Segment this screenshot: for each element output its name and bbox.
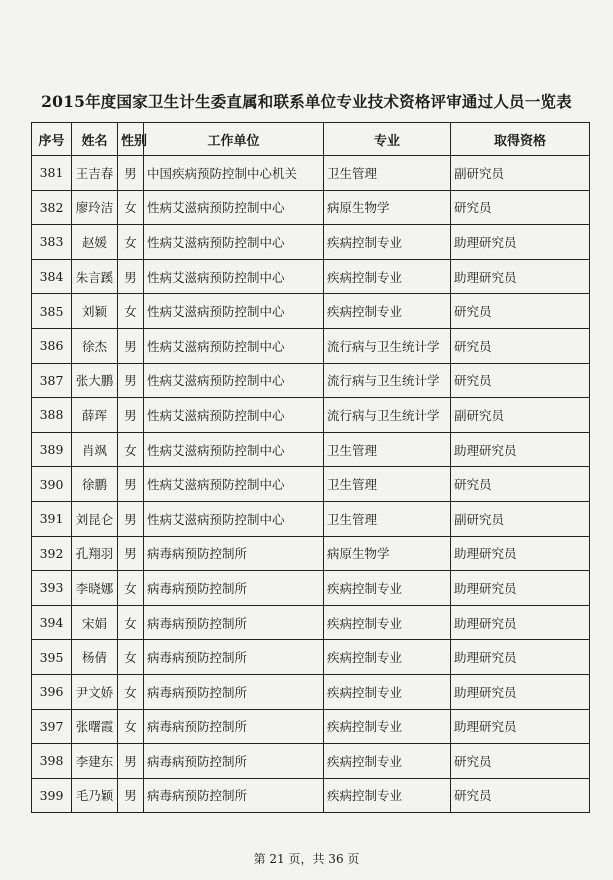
row-work-unit: 病毒病预防控制所 [144,709,324,744]
row-qualification: 研究员 [451,190,590,225]
row-qualification: 助理研究员 [451,605,590,640]
row-specialty: 疾病控制专业 [324,225,451,260]
row-gender: 男 [118,398,144,433]
row-name: 薛珲 [72,398,118,433]
row-gender: 男 [118,328,144,363]
row-work-unit: 性病艾滋病预防控制中心 [144,294,324,329]
table-row [32,328,590,363]
row-specialty: 病原生物学 [324,536,451,571]
page-footer: 第 21 页，共 36 页 [253,852,360,866]
row-name: 尹文娇 [72,674,118,709]
table-header-row [32,123,590,156]
table-row [32,709,590,744]
row-serial-number: 395 [32,640,72,675]
row-serial-number: 393 [32,571,72,606]
table-row [32,225,590,260]
personnel-table [31,122,590,813]
row-gender: 男 [118,501,144,536]
row-qualification: 研究员 [451,328,590,363]
header-name: 姓名 [72,123,118,156]
table-row [32,467,590,502]
row-work-unit: 病毒病预防控制所 [144,536,324,571]
row-qualification: 研究员 [451,467,590,502]
row-gender: 男 [118,536,144,571]
header-work-unit: 工作单位 [144,123,324,156]
row-specialty: 疾病控制专业 [324,778,451,813]
row-specialty: 流行病与卫生统计学 [324,328,451,363]
row-serial-number: 383 [32,225,72,260]
table-row [32,605,590,640]
row-name: 张曙霞 [72,709,118,744]
row-work-unit: 性病艾滋病预防控制中心 [144,432,324,467]
header-specialty: 专业 [324,123,451,156]
row-serial-number: 387 [32,363,72,398]
row-name: 肖飒 [72,432,118,467]
row-serial-number: 381 [32,156,72,191]
row-name: 杨倩 [72,640,118,675]
row-serial-number: 389 [32,432,72,467]
row-specialty: 疾病控制专业 [324,259,451,294]
row-gender: 女 [118,190,144,225]
table-row [32,156,590,191]
row-specialty: 疾病控制专业 [324,674,451,709]
row-work-unit: 中国疾病预防控制中心机关 [144,156,324,191]
row-work-unit: 病毒病预防控制所 [144,605,324,640]
row-work-unit: 性病艾滋病预防控制中心 [144,467,324,502]
row-qualification: 助理研究员 [451,225,590,260]
row-specialty: 疾病控制专业 [324,294,451,329]
row-name: 李晓娜 [72,571,118,606]
row-specialty: 卫生管理 [324,156,451,191]
row-work-unit: 病毒病预防控制所 [144,571,324,606]
table-row [32,363,590,398]
row-gender: 男 [118,156,144,191]
row-specialty: 疾病控制专业 [324,640,451,675]
row-work-unit: 病毒病预防控制所 [144,778,324,813]
row-name: 孔翔羽 [72,536,118,571]
row-gender: 女 [118,605,144,640]
row-serial-number: 391 [32,501,72,536]
row-work-unit: 性病艾滋病预防控制中心 [144,398,324,433]
row-name: 宋娟 [72,605,118,640]
table-row [32,536,590,571]
row-serial-number: 398 [32,744,72,779]
row-qualification: 助理研究员 [451,709,590,744]
row-qualification: 助理研究员 [451,259,590,294]
row-qualification: 助理研究员 [451,432,590,467]
row-name: 刘颖 [72,294,118,329]
table-row [32,259,590,294]
row-name: 张大鹏 [72,363,118,398]
row-qualification: 研究员 [451,744,590,779]
table-row [32,294,590,329]
row-specialty: 卫生管理 [324,501,451,536]
table-body [32,156,590,813]
row-qualification: 助理研究员 [451,640,590,675]
row-serial-number: 384 [32,259,72,294]
table-row [32,674,590,709]
row-gender: 女 [118,225,144,260]
row-work-unit: 病毒病预防控制所 [144,744,324,779]
table-row [32,778,590,813]
table-row [32,432,590,467]
table-row [32,640,590,675]
row-gender: 女 [118,674,144,709]
row-qualification: 助理研究员 [451,674,590,709]
row-gender: 女 [118,432,144,467]
table-row [32,190,590,225]
row-serial-number: 382 [32,190,72,225]
row-name: 王吉春 [72,156,118,191]
row-name: 刘昆仑 [72,501,118,536]
row-specialty: 流行病与卫生统计学 [324,398,451,433]
row-work-unit: 性病艾滋病预防控制中心 [144,501,324,536]
row-gender: 男 [118,467,144,502]
row-specialty: 疾病控制专业 [324,571,451,606]
row-work-unit: 性病艾滋病预防控制中心 [144,259,324,294]
row-gender: 男 [118,259,144,294]
table-row [32,571,590,606]
row-specialty: 疾病控制专业 [324,744,451,779]
row-name: 徐鹏 [72,467,118,502]
row-work-unit: 性病艾滋病预防控制中心 [144,328,324,363]
table-row [32,744,590,779]
row-name: 朱言蹊 [72,259,118,294]
row-specialty: 卫生管理 [324,432,451,467]
row-name: 徐杰 [72,328,118,363]
page-title: 2015年度国家卫生计生委直属和联系单位专业技术资格评审通过人员一览表 [41,92,572,111]
row-specialty: 疾病控制专业 [324,709,451,744]
row-serial-number: 392 [32,536,72,571]
row-specialty: 病原生物学 [324,190,451,225]
row-serial-number: 397 [32,709,72,744]
row-qualification: 副研究员 [451,398,590,433]
row-qualification: 研究员 [451,294,590,329]
row-work-unit: 病毒病预防控制所 [144,674,324,709]
row-work-unit: 病毒病预防控制所 [144,640,324,675]
header-serial-number: 序号 [32,123,72,156]
row-serial-number: 394 [32,605,72,640]
row-serial-number: 385 [32,294,72,329]
row-name: 李建东 [72,744,118,779]
row-name: 赵媛 [72,225,118,260]
row-name: 毛乃颖 [72,778,118,813]
row-qualification: 研究员 [451,363,590,398]
row-work-unit: 性病艾滋病预防控制中心 [144,225,324,260]
row-serial-number: 386 [32,328,72,363]
row-gender: 女 [118,571,144,606]
row-specialty: 流行病与卫生统计学 [324,363,451,398]
row-serial-number: 396 [32,674,72,709]
row-work-unit: 性病艾滋病预防控制中心 [144,190,324,225]
header-gender: 性别 [118,123,144,156]
row-gender: 男 [118,744,144,779]
table-row [32,398,590,433]
row-serial-number: 388 [32,398,72,433]
row-qualification: 副研究员 [451,156,590,191]
row-name: 廖玲洁 [72,190,118,225]
row-gender: 男 [118,778,144,813]
row-specialty: 疾病控制专业 [324,605,451,640]
row-qualification: 助理研究员 [451,536,590,571]
table-row [32,501,590,536]
row-qualification: 助理研究员 [451,571,590,606]
header-qualification: 取得资格 [451,123,590,156]
row-gender: 女 [118,640,144,675]
row-gender: 女 [118,294,144,329]
row-gender: 女 [118,709,144,744]
row-serial-number: 399 [32,778,72,813]
row-gender: 男 [118,363,144,398]
row-work-unit: 性病艾滋病预防控制中心 [144,363,324,398]
row-specialty: 卫生管理 [324,467,451,502]
row-qualification: 研究员 [451,778,590,813]
row-qualification: 副研究员 [451,501,590,536]
row-serial-number: 390 [32,467,72,502]
